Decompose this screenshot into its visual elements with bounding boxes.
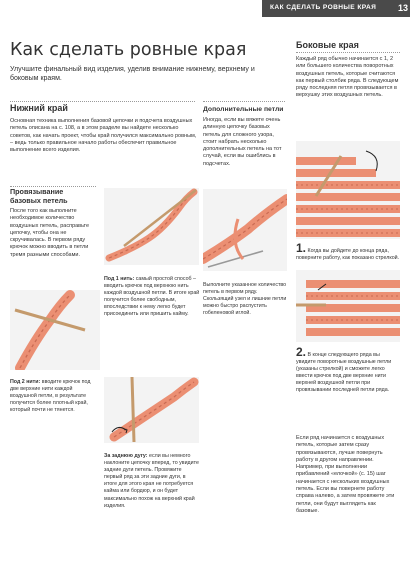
extra-loops-caption: Выполните указанное количество петель в первом ряду. Скользящий узел и лишние петли можно быстро распустить гобеленовой иглой.	[203, 282, 287, 317]
back-loop-caption: За заднюю дугу: если вы немного наклоните цепочку вперед, то увидите задние дуги петель. Провяжите первый ряд за эти задние дуги, в итоге для этого края не потребуется кайма или бордюр, и он будет максимально похож на верхний край изделия.	[104, 453, 199, 509]
heading-extra-loops: Дополнительные петли	[203, 106, 284, 113]
photo-extra-loops	[203, 189, 287, 271]
photo-turning-chain	[296, 270, 400, 342]
option2-caption: Под 2 нити: вводите крючок под две верхние нити каждой воздушной петли, в результате получится более плотный край, который почти не тянется.	[10, 379, 91, 414]
section-title: КАК СДЕЛАТЬ РОВНЫЕ КРАЯ	[270, 4, 377, 11]
page-title: Как сделать ровные края	[10, 40, 247, 60]
option1-caption: Под 1 нить: самый простой способ – вводить крючок под верхнюю нить каждой воздушной петли. В итоге край получится более свободным, впоследствии к нему легко будет присоединить или пришить кайму.	[104, 276, 200, 318]
photo-turn-work	[296, 141, 400, 239]
photo-chain-under-two-loops	[10, 290, 100, 370]
side-edges-extra: Если ряд начинается с воздушных петель, которые затем сразу провязываются, лучше повернуть работу в другом направлении. Например, при выполнении прибавлений «елочкой» (с. 15) шаг начинается с нескольких воздушных петель. Если вы повернете работу справа налево, а затем провяжете эти петли, они будут выглядеть как базовые.	[296, 435, 395, 514]
bottom-edge-text: Основная техника выполнения базовой цепочки и подсчета воздушных петель описана на с. 108, а в этом разделе вы найдете несколько советов, как начать проект, чтобы край получился максимально ровным, – ведь только правильное начало работы обеспечит правильное выполнение всего изделия.	[10, 118, 197, 154]
divider	[296, 52, 400, 54]
heading-side-edges: Боковые края	[296, 40, 359, 50]
side-edges-text: Каждый ряд обычно начинается с 1, 2 или большего количества поворотных воздушных петель, которые считаются как первый столбик ряда. В следующем ряду последняя петля провязывается в верхушку этих воздушных петель.	[296, 56, 399, 99]
divider	[203, 101, 285, 103]
photo-chain-back-loop	[104, 377, 199, 443]
base-loops-text: После того как выполните необходимое количество воздушных петель, расправьте цепочку, чтобы она не скручивалась. В первом ряду крючок можно вводить в петли тремя разными способами.	[10, 208, 90, 258]
step1-caption: 1. Когда вы дойдете до конца ряда, поверните работу, как показано стрелкой.	[296, 241, 400, 262]
heading-bottom-edge: Нижний край	[10, 103, 68, 113]
heading-base-loops: Провязывание базовых петель	[10, 187, 68, 205]
intro-text: Улучшите финальный вид изделия, уделив внимание нижнему, верхнему и боковым краям.	[10, 66, 255, 83]
step2-caption: 2. В конце следующего ряда вы увидите поворотные воздушные петли (указаны стрелкой) и сможете легко ввести крючок под две верхние нити верхней воздушной петли при провязывании последней петли ряда.	[296, 345, 392, 394]
page-number: 13	[397, 3, 408, 13]
extra-loops-text: Иногда, если вы вяжете очень длинную цепочку базовых петель для сложного узора, стоит набрать несколько дополнительных петель на тот случай, если вы ошиблись в подсчетах.	[203, 117, 282, 167]
photo-chain-under-one-loop	[104, 188, 199, 265]
